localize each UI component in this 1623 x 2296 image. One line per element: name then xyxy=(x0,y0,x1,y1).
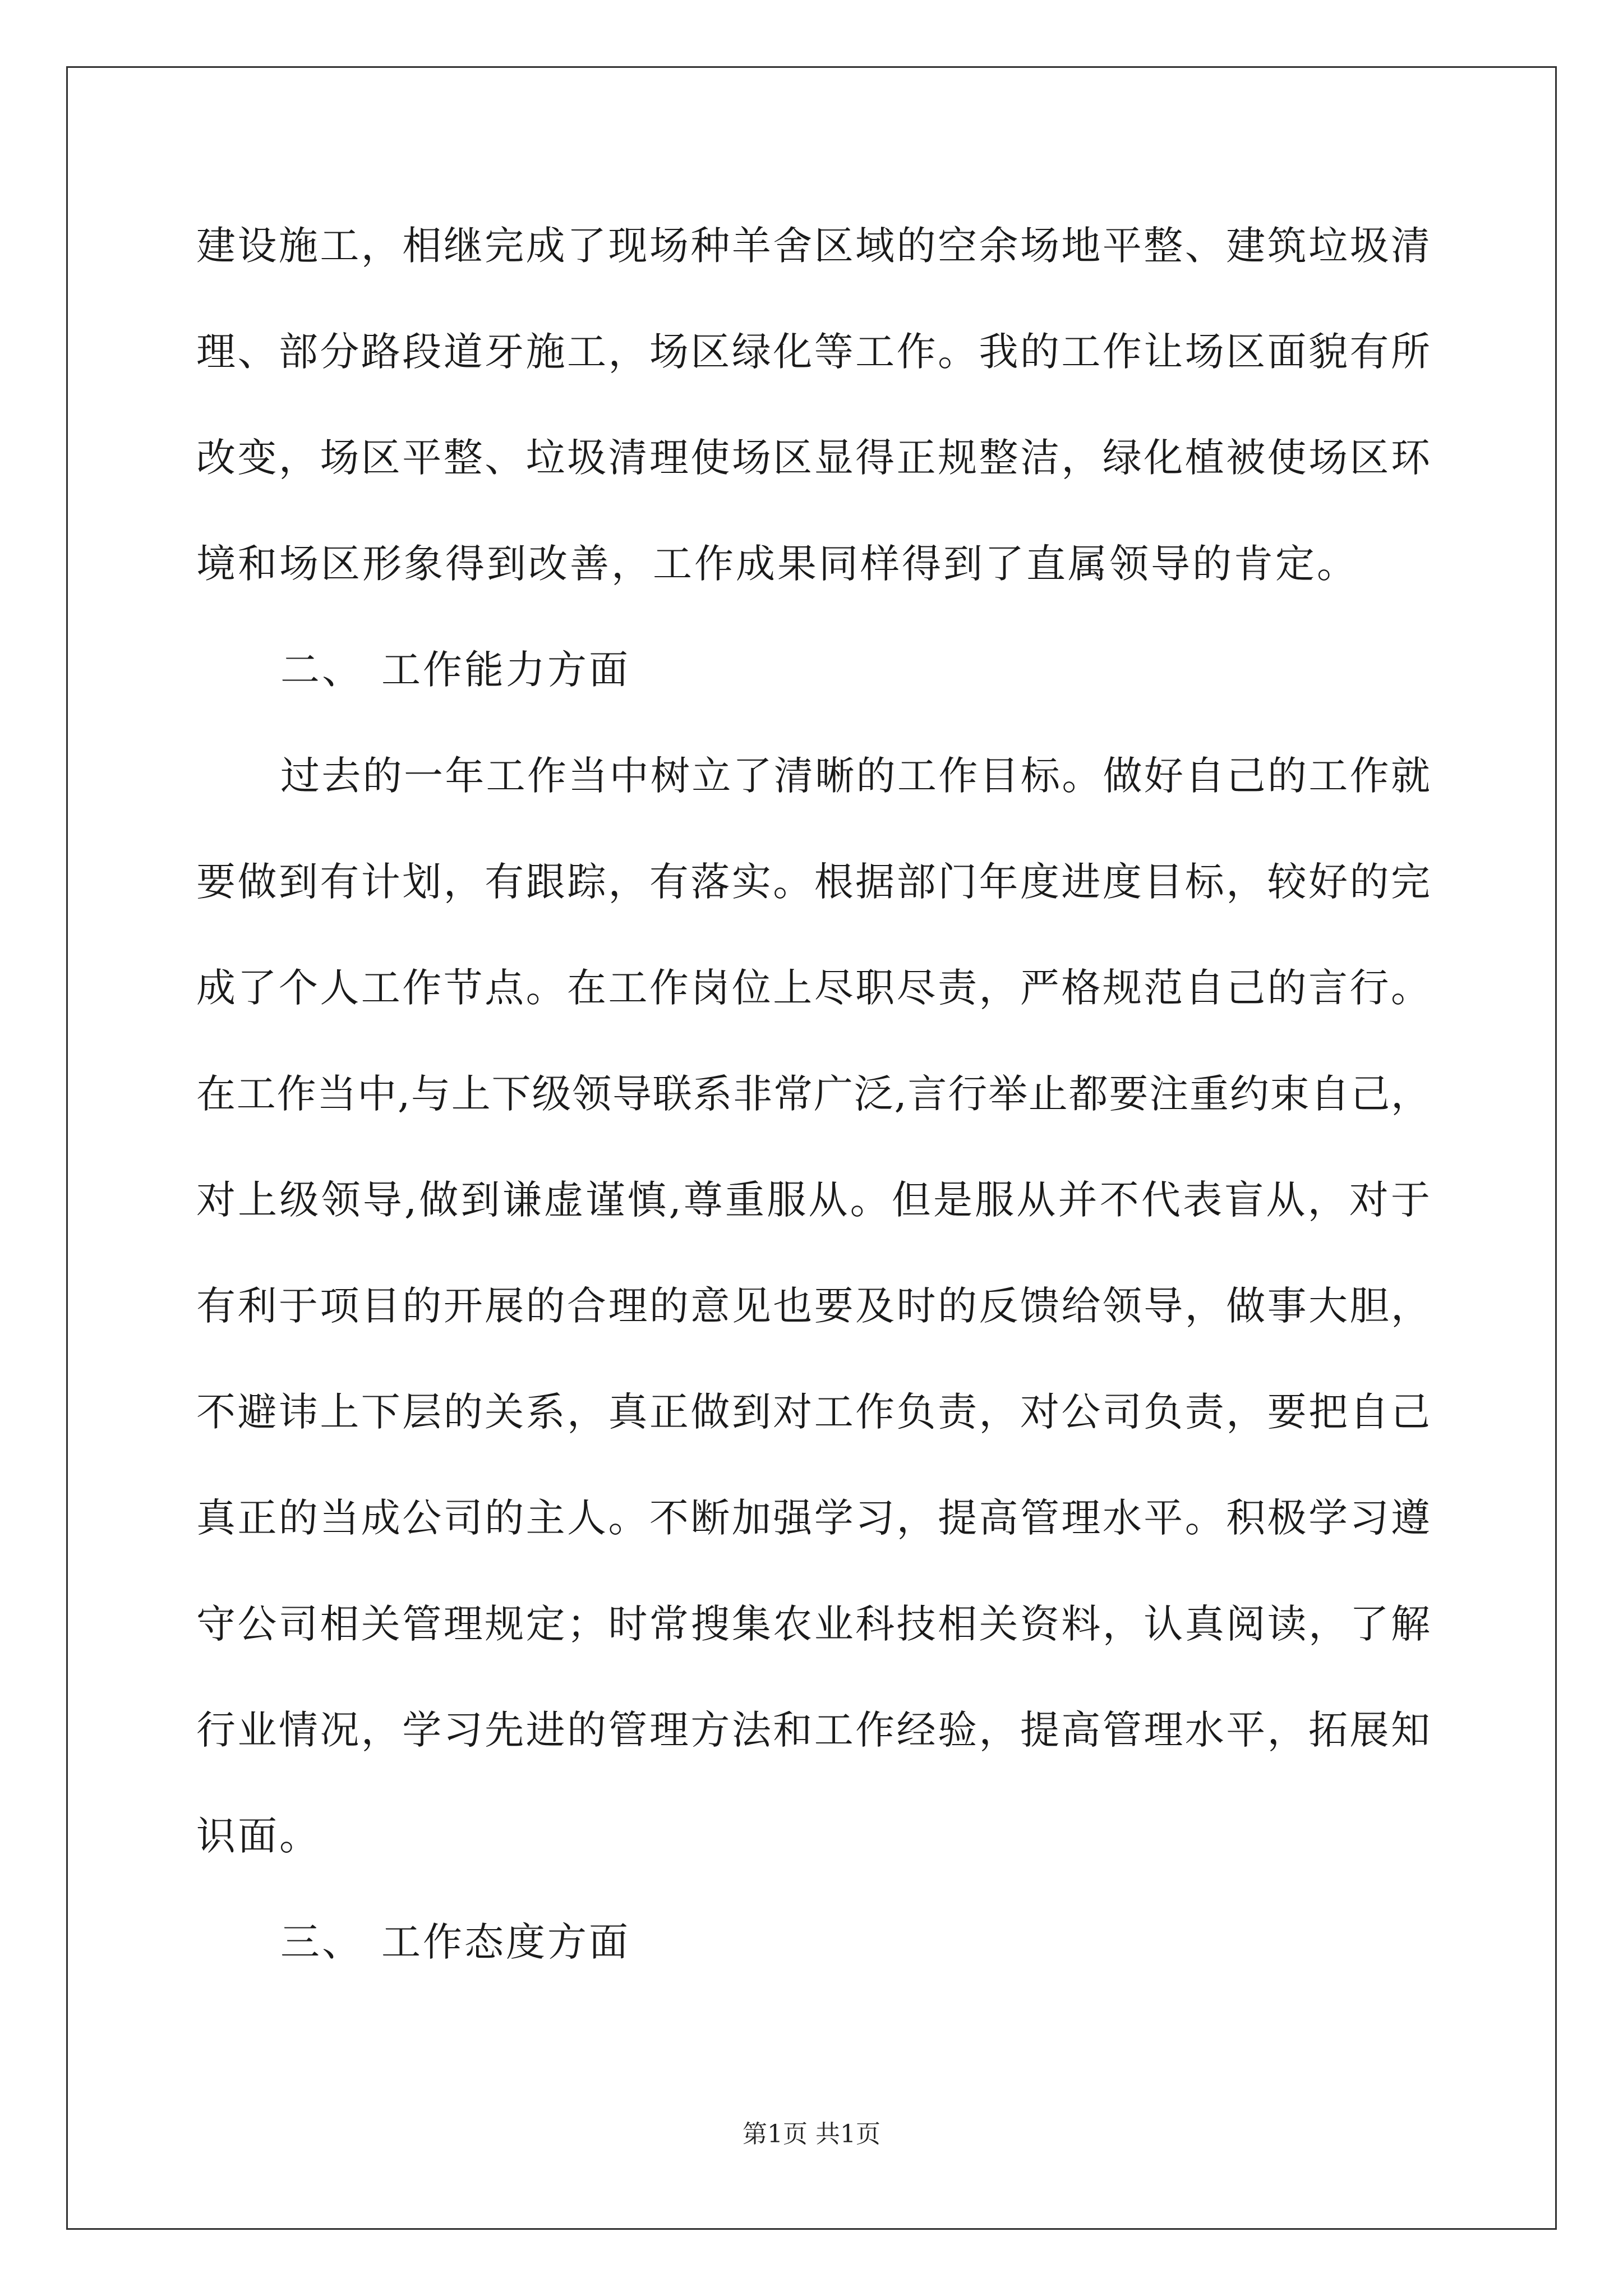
paragraph-line: 改变，场区平整、垃圾清理使场区显得正规整洁，绿化植被使场区环 xyxy=(196,435,1430,481)
section-heading-title: 工作能力方面 xyxy=(381,647,630,693)
paragraph-line: 真正的当成公司的主人。不断加强学习，提高管理水平。积极学习遵 xyxy=(196,1495,1430,1541)
paragraph-line: 要做到有计划，有跟踪，有落实。根据部门年度进度目标，较好的完 xyxy=(196,859,1430,905)
paragraph-line: 在工作当中,与上下级领导联系非常广泛,言行举止都要注重约束自己， xyxy=(196,1071,1430,1117)
section-heading-title: 工作态度方面 xyxy=(381,1919,630,1965)
paragraph-line: 境和场区形象得到改善，工作成果同样得到了直属领导的肯定。 xyxy=(196,541,1358,587)
section-heading-number: 二、 xyxy=(280,647,363,693)
paragraph-line: 过去的一年工作当中树立了清晰的工作目标。做好自己的工作就 xyxy=(280,753,1430,799)
paragraph-line: 识面。 xyxy=(196,1813,321,1859)
paragraph-line: 行业情况，学习先进的管理方法和工作经验，提高管理水平，拓展知 xyxy=(196,1707,1430,1753)
paragraph-line: 对上级领导,做到谦虚谨慎,尊重服从。但是服从并不代表盲从，对于 xyxy=(196,1177,1430,1223)
page-border xyxy=(66,66,1557,2230)
paragraph-line: 建设施工，相继完成了现场种羊舍区域的空余场地平整、建筑垃圾清 xyxy=(196,223,1430,269)
section-heading-number: 三、 xyxy=(280,1919,363,1965)
paragraph-line: 理、部分路段道牙施工，场区绿化等工作。我的工作让场区面貌有所 xyxy=(196,329,1430,375)
paragraph-line: 有利于项目的开展的合理的意见也要及时的反馈给领导，做事大胆， xyxy=(196,1283,1430,1329)
section-heading-ability xyxy=(280,636,630,703)
paragraph-line: 不避讳上下层的关系，真正做到对工作负责，对公司负责，要把自己 xyxy=(196,1389,1430,1435)
page-number-footer: 第1页 共1页 xyxy=(743,2120,880,2148)
paragraph-line: 成了个人工作节点。在工作岗位上尽职尽责，严格规范自己的言行。 xyxy=(196,965,1430,1011)
section-heading-attitude xyxy=(280,1908,630,1976)
paragraph-line: 守公司相关管理规定；时常搜集农业科技相关资料，认真阅读，了解 xyxy=(196,1601,1430,1647)
